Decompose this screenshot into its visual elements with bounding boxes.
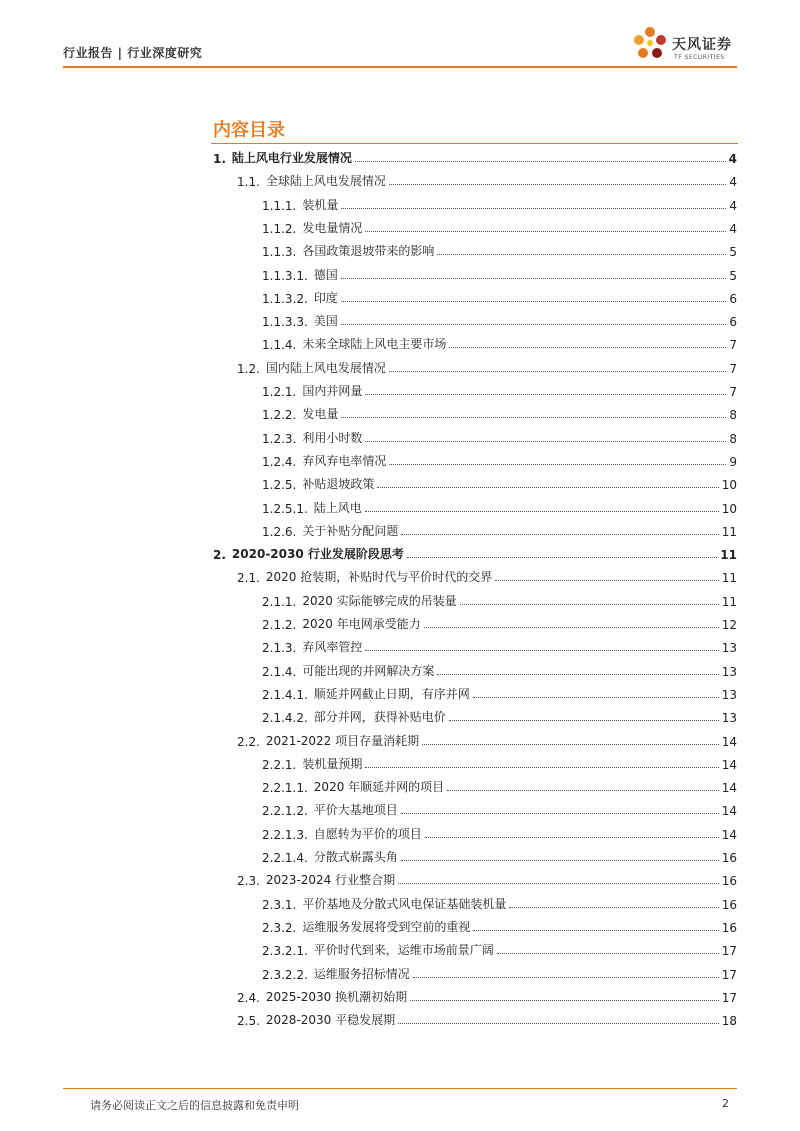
toc-entry-page: 11 xyxy=(721,524,737,539)
toc-entry-number: 2.2. xyxy=(237,734,260,749)
toc-entry-number: 2. xyxy=(213,548,226,563)
toc-entry[interactable] xyxy=(237,1010,737,1028)
toc-entry-text: 运维服务招标情况 xyxy=(313,966,410,981)
toc-entry-text: 2020-2030 行业发展阶段思考 xyxy=(231,547,404,562)
toc-entry[interactable] xyxy=(262,777,737,795)
toc-entry-number: 1.1.1. xyxy=(262,198,297,213)
toc-entry[interactable] xyxy=(262,288,737,306)
toc-entry-number: 1.2.5.1. xyxy=(262,501,308,516)
toc-dot-leader xyxy=(509,907,718,908)
toc-entry-number: 1.2. xyxy=(237,361,260,376)
toc-dot-leader xyxy=(449,347,726,348)
toc-dot-leader xyxy=(341,278,727,279)
toc-entry-page: 17 xyxy=(721,990,737,1005)
toc-entry[interactable] xyxy=(262,894,737,912)
toc-dot-leader xyxy=(355,161,726,162)
toc-entry-page: 16 xyxy=(721,920,737,935)
toc-dot-leader xyxy=(437,254,726,255)
toc-dot-leader xyxy=(410,1000,719,1001)
toc-dot-leader xyxy=(437,674,718,675)
toc-entry[interactable] xyxy=(262,311,737,329)
toc-dot-leader xyxy=(473,930,718,931)
toc-entry-text: 印度 xyxy=(313,290,338,305)
toc-entry[interactable] xyxy=(237,731,737,749)
toc-entry[interactable] xyxy=(262,381,737,399)
toc-entry-number: 2.4. xyxy=(237,990,260,1005)
page-number: 2 xyxy=(722,1097,729,1110)
toc-dot-leader xyxy=(449,720,719,721)
toc-entry[interactable] xyxy=(262,637,737,655)
toc-entry-number: 2.3.1. xyxy=(262,897,297,912)
toc-entry-number: 1.1.3.3. xyxy=(262,315,308,330)
toc-dot-leader xyxy=(389,371,726,372)
footer-disclaimer: 请务必阅读正文之后的信息披露和免责申明 xyxy=(90,1099,299,1112)
toc-dot-leader xyxy=(425,837,719,838)
toc-dot-leader xyxy=(398,883,719,884)
toc-entry-page: 17 xyxy=(721,944,737,959)
toc-entry[interactable] xyxy=(262,474,737,492)
toc-entry[interactable] xyxy=(237,171,737,189)
toc-entry-number: 2.1.3. xyxy=(262,641,297,656)
toc-entry-page: 4 xyxy=(729,175,737,190)
toc-entry-text: 2028-2030 平稳发展期 xyxy=(265,1013,396,1028)
toc-entry-text: 补贴退坡政策 xyxy=(302,477,375,492)
toc-dot-leader xyxy=(389,464,726,465)
toc-dot-leader xyxy=(365,511,719,512)
toc-entry-page: 13 xyxy=(721,664,737,679)
toc-dot-leader xyxy=(389,184,726,185)
logo-english-name: TF SECURITIES xyxy=(674,54,725,61)
toc-entry[interactable] xyxy=(237,358,737,376)
toc-entry[interactable] xyxy=(262,614,737,632)
toc-entry-page: 18 xyxy=(721,1014,737,1029)
toc-entry-text: 平价基地及分散式风电保证基础装机量 xyxy=(302,896,507,911)
toc-entry-number: 1.2.1. xyxy=(262,385,297,399)
toc-entry-text: 国内并网量 xyxy=(302,384,363,398)
toc-entry-page: 10 xyxy=(721,478,737,493)
toc-dot-leader xyxy=(377,487,718,488)
toc-entry-number: 2.1.2. xyxy=(262,618,297,632)
toc-dot-leader xyxy=(422,744,719,745)
toc-dot-leader xyxy=(365,767,718,768)
toc-entry-page: 11 xyxy=(721,594,737,609)
toc-entry-number: 2.2.1. xyxy=(262,757,297,772)
toc-entry-text: 关于补贴分配问题 xyxy=(302,523,399,538)
toc-entry-page: 11 xyxy=(720,548,737,563)
toc-dot-leader xyxy=(341,208,726,209)
toc-entry-text: 2023-2024 行业整合期 xyxy=(265,873,396,888)
flower-logo-icon xyxy=(630,24,670,66)
toc-dot-leader xyxy=(341,417,726,418)
toc-entry[interactable] xyxy=(262,940,737,958)
toc-entry[interactable] xyxy=(237,870,737,888)
toc-entry-text: 陆上风电行业发展情况 xyxy=(231,151,352,165)
toc-entry[interactable] xyxy=(237,567,737,585)
toc-title: 内容目录 xyxy=(213,120,285,141)
toc-entry-text: 2020 年电网承受能力 xyxy=(302,617,421,631)
toc-dot-leader xyxy=(407,557,717,558)
toc-dot-leader xyxy=(495,580,718,581)
toc-entry-page: 13 xyxy=(721,711,737,726)
toc-entry-page: 7 xyxy=(729,361,737,376)
toc-entry-page: 16 xyxy=(721,851,737,865)
toc-entry-number: 1.1.3.2. xyxy=(262,291,308,306)
toc-dot-leader xyxy=(497,953,719,954)
toc-entry-text: 可能出现的并网解决方案 xyxy=(302,663,435,678)
toc-entry[interactable] xyxy=(262,265,737,283)
toc-entry-page: 13 xyxy=(721,687,737,702)
toc-entry-text: 自愿转为平价的项目 xyxy=(313,826,422,841)
toc-entry-text: 国内陆上风电发展情况 xyxy=(265,360,386,375)
toc-entry-number: 2.1. xyxy=(237,571,260,586)
toc-entry-number: 1.1.4. xyxy=(262,338,297,353)
toc-entry-page: 16 xyxy=(721,897,737,912)
toc-entry-number: 2.1.4. xyxy=(262,664,297,679)
toc-dot-leader xyxy=(398,1023,719,1024)
toc-entry-page: 17 xyxy=(721,967,737,982)
toc-entry-page: 8 xyxy=(729,431,737,446)
toc-entry[interactable] xyxy=(262,964,737,982)
toc-entry-text: 顺延并网截止日期，有序并网 xyxy=(313,686,470,701)
toc-dot-leader xyxy=(365,231,726,232)
toc-entry-text: 美国 xyxy=(313,314,338,329)
toc-entry-page: 4 xyxy=(729,221,737,236)
toc-entry-text: 利用小时数 xyxy=(302,430,363,445)
toc-entry-page: 6 xyxy=(729,315,737,330)
toc-entry-text: 发电量 xyxy=(302,407,339,422)
toc-entry[interactable] xyxy=(262,800,737,818)
toc-entry-text: 陆上风电 xyxy=(313,500,362,515)
toc-entry-page: 8 xyxy=(729,408,737,423)
toc-entry-number: 2.2.1.1. xyxy=(262,781,308,796)
toc-entry-number: 2.2.1.3. xyxy=(262,827,308,842)
toc-entry[interactable] xyxy=(262,195,737,213)
toc-entry[interactable] xyxy=(237,987,737,1005)
toc-entry[interactable] xyxy=(262,684,737,702)
toc-entry-page: 14 xyxy=(721,781,737,796)
toc-entry[interactable] xyxy=(262,451,737,469)
toc-dot-leader xyxy=(365,650,718,651)
toc-entry-number: 2.3. xyxy=(237,874,260,889)
toc-entry-number: 1.2.6. xyxy=(262,524,297,539)
toc-entry-page: 13 xyxy=(721,641,737,656)
toc-entry-number: 2.1.4.2. xyxy=(262,711,308,726)
footer-divider xyxy=(63,1088,737,1089)
toc-entry[interactable] xyxy=(262,824,737,842)
toc-entry-number: 1.2.3. xyxy=(262,431,297,446)
toc-entry-text: 装机量 xyxy=(302,197,339,212)
toc-entry-page: 11 xyxy=(721,571,737,586)
toc-entry-text: 未来全球陆上风电主要市场 xyxy=(302,337,447,352)
toc-entry[interactable] xyxy=(262,917,737,935)
toc-entry-number: 1.2.2. xyxy=(262,408,297,423)
toc-entry-number: 1.1.3. xyxy=(262,245,297,260)
toc-entry-text: 平价大基地项目 xyxy=(313,803,398,818)
toc-entry-number: 1. xyxy=(213,152,226,166)
toc-entry[interactable] xyxy=(262,847,737,865)
toc-dot-leader xyxy=(460,604,719,605)
toc-entry-text: 部分并网，获得补贴电价 xyxy=(313,710,446,725)
toc-dot-leader xyxy=(365,441,726,442)
toc-entry-text: 全球陆上风电发展情况 xyxy=(265,174,386,189)
toc-entry-page: 14 xyxy=(721,827,737,842)
toc-entry-number: 2.3.2. xyxy=(262,920,297,935)
toc-dot-leader xyxy=(401,534,718,535)
toc-entry-number: 1.2.5. xyxy=(262,478,297,493)
toc-dot-leader xyxy=(341,324,727,325)
toc-dot-leader xyxy=(473,697,719,698)
toc-entry-page: 5 xyxy=(729,268,737,283)
toc-entry-text: 2021-2022 项目存量消耗期 xyxy=(265,733,420,748)
toc-entry-page: 12 xyxy=(721,618,737,632)
toc-dot-leader xyxy=(447,790,719,791)
company-logo xyxy=(630,24,740,66)
toc-entry-text: 2020 实际能够完成的吊装量 xyxy=(302,593,457,608)
toc-entry[interactable] xyxy=(262,404,737,422)
toc-entry-text: 弃风率管控 xyxy=(302,640,363,655)
toc-entry-text: 平价时代到来，运维市场前景广阔 xyxy=(313,943,494,958)
toc-entry-text: 2025-2030 换机潮初始期 xyxy=(265,989,408,1004)
toc-entry-number: 1.1. xyxy=(237,175,260,190)
toc-entry-number: 2.3.2.2. xyxy=(262,967,308,982)
toc-entry[interactable] xyxy=(262,498,737,516)
toc-dot-leader xyxy=(401,813,719,814)
toc-entry[interactable] xyxy=(213,544,737,562)
toc-entry-number: 2.3.2.1. xyxy=(262,944,308,959)
toc-entry[interactable] xyxy=(262,334,737,352)
toc-title-divider xyxy=(211,143,738,144)
header-report-type: 行业报告 | 行业深度研究 xyxy=(63,46,203,60)
toc-entry-page: 5 xyxy=(729,245,737,260)
toc-entry-text: 发电量情况 xyxy=(302,220,363,235)
toc-entry-number: 2.1.1. xyxy=(262,594,297,609)
toc-entry-page: 9 xyxy=(729,454,737,469)
toc-entry-number: 1.1.2. xyxy=(262,221,297,236)
toc-entry[interactable] xyxy=(262,428,737,446)
toc-entry-number: 1.1.3.1. xyxy=(262,268,308,283)
logo-chinese-name: 天风证券 xyxy=(672,37,732,53)
toc-entry-text: 各国政策退坡带来的影响 xyxy=(302,244,435,259)
toc-entry[interactable] xyxy=(262,241,737,259)
toc-entry-page: 14 xyxy=(721,757,737,772)
toc-entry-page: 7 xyxy=(729,338,737,353)
toc-dot-leader xyxy=(341,301,727,302)
toc-entry-page: 6 xyxy=(729,291,737,306)
toc-entry[interactable] xyxy=(262,521,737,539)
toc-entry-text: 2020 年顺延并网的项目 xyxy=(313,780,445,795)
toc-entry[interactable] xyxy=(262,754,737,772)
header-divider xyxy=(63,66,737,68)
toc-entry-number: 2.5. xyxy=(237,1014,260,1029)
toc-entry[interactable] xyxy=(262,218,737,236)
toc-dot-leader xyxy=(401,860,719,861)
toc-entry[interactable] xyxy=(262,707,737,725)
toc-entry-page: 16 xyxy=(721,874,737,889)
toc-entry-number: 2.2.1.4. xyxy=(262,851,308,865)
toc-entry-text: 2020 抢装期，补贴时代与平价时代的交界 xyxy=(265,570,493,585)
toc-entry-page: 4 xyxy=(729,198,737,213)
toc-entry-text: 德国 xyxy=(313,267,338,282)
toc-entry-text: 分散式崭露头角 xyxy=(313,850,398,864)
toc-dot-leader xyxy=(365,394,726,395)
toc-entry-page: 14 xyxy=(721,734,737,749)
toc-entry[interactable] xyxy=(262,591,737,609)
toc-entry-number: 2.2.1.2. xyxy=(262,804,308,819)
toc-entry-number: 2.1.4.1. xyxy=(262,687,308,702)
toc-entry-page: 7 xyxy=(729,385,737,399)
toc-entry-page: 14 xyxy=(721,804,737,819)
toc-dot-leader xyxy=(424,627,719,628)
toc-entry-page: 4 xyxy=(728,152,737,166)
toc-dot-leader xyxy=(413,977,719,978)
toc-entry-page: 10 xyxy=(721,501,737,516)
toc-entry[interactable] xyxy=(262,661,737,679)
toc-entry-number: 1.2.4. xyxy=(262,454,297,469)
toc-entry-text: 运维服务发展将受到空前的重视 xyxy=(302,919,471,934)
toc-entry[interactable] xyxy=(213,148,737,166)
toc-entry-text: 装机量预期 xyxy=(302,756,363,771)
toc-entry-text: 弃风弃电率情况 xyxy=(302,453,387,468)
